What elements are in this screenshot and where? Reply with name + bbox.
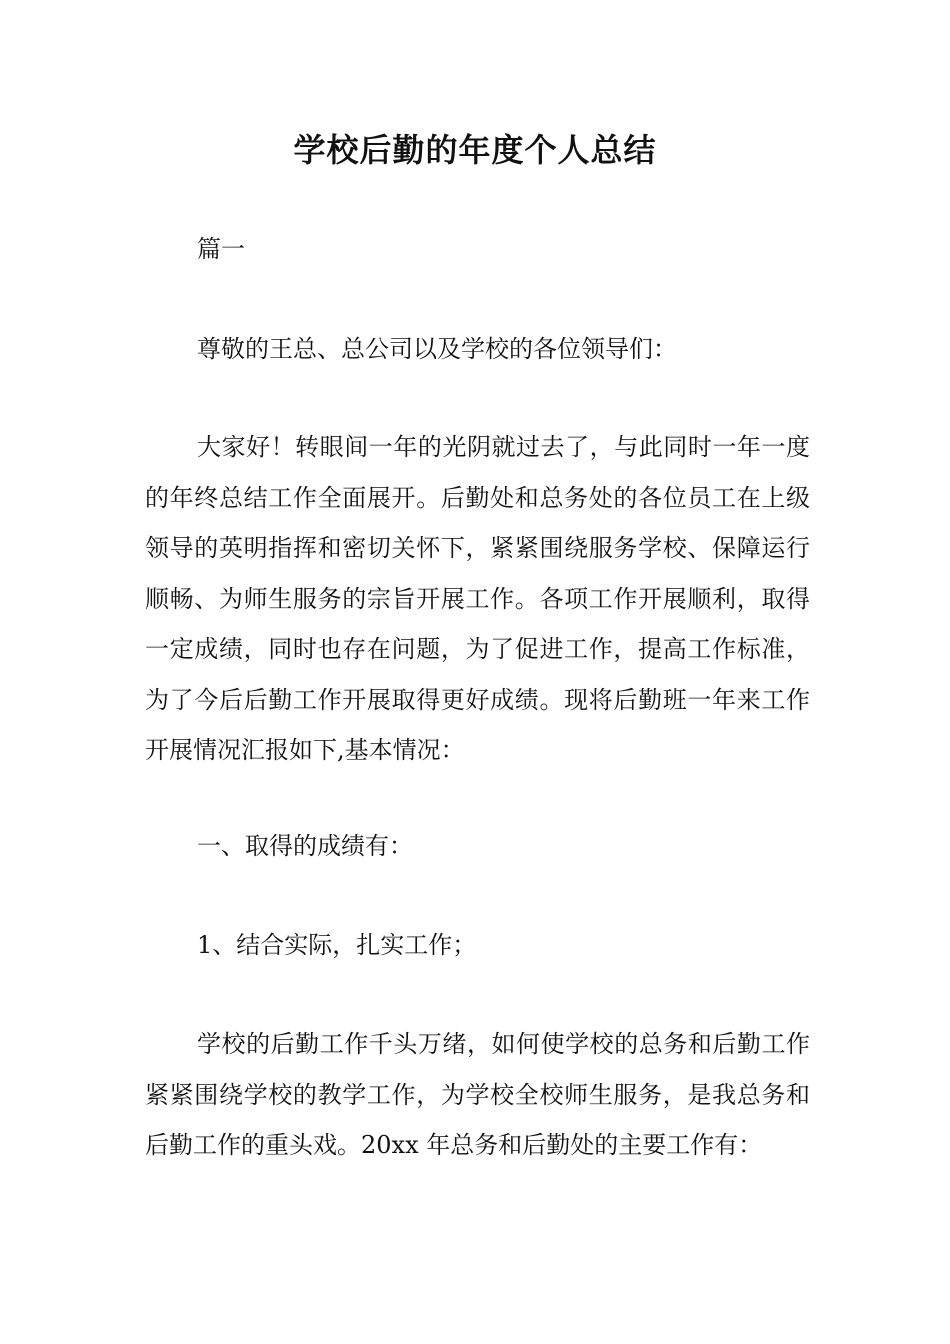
salutation: 尊敬的王总、总公司以及学校的各位领导们： <box>197 335 677 363</box>
paragraph-work: 学校的后勤工作千头万绪，如何使学校的总务和后勤工作紧紧围绕学校的教学工作，为学校全校师生服务，是我总务和后勤工作的重头戏。20xx 年总务和后勤处的主要工作有： <box>145 1030 810 1159</box>
document-title: 学校后勤的年度个人总结 <box>293 131 657 169</box>
paragraph-intro: 大家好！转眼间一年的光阴就过去了，与此同时一年一度的年终总结工作全面展开。后勤处和总务处的各位员工在上级领导的英明指挥和密切关怀下，紧紧围绕服务学校、保障运行顺畅、为师生服务的宗旨开展工作。各项工作开展顺利，取得一定成绩，同时也存在问题，为了促进工作，提高工作标准，为了今后后勤工作开展取得更好成绩。现将后勤班一年来工作开展情况汇报如下,基本情况： <box>145 433 810 764</box>
subheading-1: 1、结合实际，扎实工作； <box>197 931 477 959</box>
heading-achievements: 一、取得的成绩有： <box>197 832 413 860</box>
section-label: 篇一 <box>197 235 245 263</box>
